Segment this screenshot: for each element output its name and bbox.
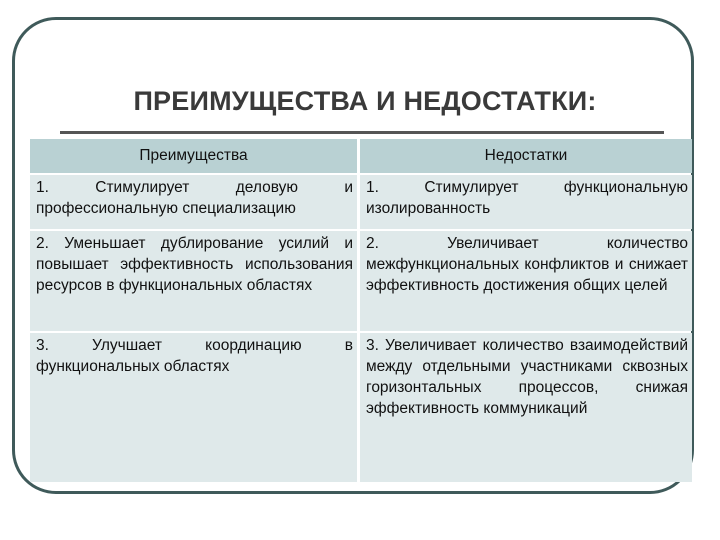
advantage-cell-1: 1. Стимулирует деловую и профессиональную специализацию — [30, 175, 357, 229]
disadvantage-cell-2: 2. Увеличивает количество межфункциональных конфликтов и снижает эффективность достижения общих целей — [360, 231, 692, 331]
disadvantage-cell-3: 3. Увеличивает количество взаимодействий между отдельными участниками сквозных горизонтальных процессов, снижая эффективность коммуникаций — [360, 333, 692, 482]
slide-title-text: ПРЕИМУЩЕСТВА И НЕДОСТАТКИ — [133, 86, 588, 116]
title-underline — [60, 131, 664, 134]
slide-title — [60, 86, 670, 117]
header-advantages: Преимущества — [30, 139, 357, 173]
advantage-cell-2: 2. Уменьшает дублирование усилий и повышает эффективность использования ресурсов в функциональных областях — [30, 231, 357, 331]
comparison-table — [30, 139, 692, 482]
disadvantage-cell-1: 1. Стимулирует функциональную изолированность — [360, 175, 692, 229]
slide-title-colon: : — [587, 86, 597, 116]
advantage-cell-3: 3. Улучшает координацию в функциональных областях — [30, 333, 357, 482]
header-disadvantages: Недостатки — [360, 139, 692, 173]
